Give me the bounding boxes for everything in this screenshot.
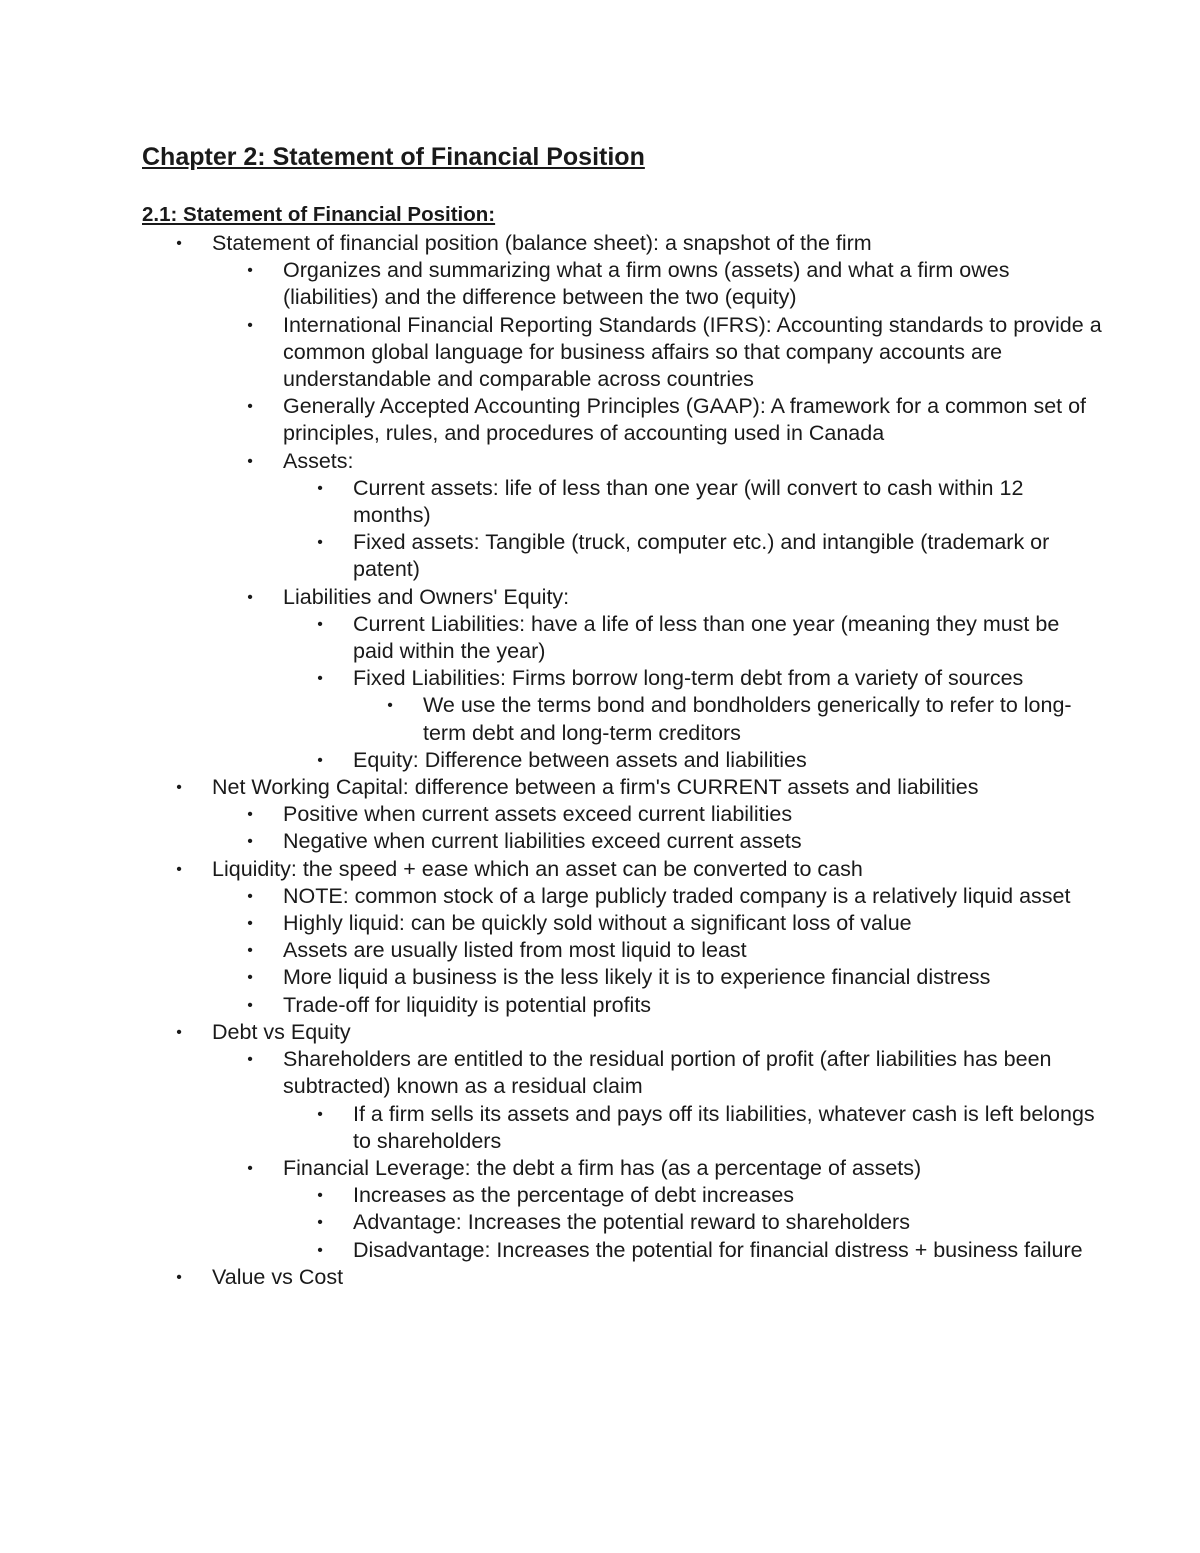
list-item-text: Disadvantage: Increases the potential for financial distress + business failure [353, 1237, 1083, 1262]
list-item-text: Current assets: life of less than one year (will convert to cash within 12 months) [353, 475, 1024, 528]
bullet-icon: • [247, 833, 253, 851]
list-item [142, 856, 1102, 883]
list-item [142, 665, 1102, 692]
list-item-text: Assets are usually listed from most liquid to least [283, 938, 747, 963]
section-heading: 2.1: Statement of Financial Position: [142, 203, 496, 226]
bullet-icon: • [247, 262, 253, 280]
list-item-text: If a firm sells its assets and pays off its liabilities, whatever cash is left belongs to shareholders [353, 1101, 1095, 1153]
list-item-text: Assets: [283, 448, 354, 473]
list-item [142, 1019, 1102, 1046]
list-item-text: Shareholders are entitled to the residual portion of profit (after liabilities has been subtracted) known as a residual claim [283, 1047, 1052, 1099]
list-item-text: Debt vs Equity [212, 1019, 351, 1044]
list-item [142, 692, 1102, 746]
bullet-icon: • [176, 1023, 182, 1041]
bullet-icon: • [247, 588, 253, 606]
bullet-outline [142, 230, 1102, 1291]
list-item [142, 1264, 1102, 1291]
list-item [142, 475, 1102, 529]
list-item [142, 937, 1102, 964]
bullet-icon: • [387, 697, 393, 715]
bullet-icon: • [317, 1241, 323, 1259]
bullet-icon: • [176, 235, 182, 252]
list-item-text: International Financial Reporting Standards (IFRS): Accounting standards to provide a common global language for business affairs so that company accounts are understandable and comparable across countries [283, 312, 1102, 392]
list-item [142, 1182, 1102, 1209]
bullet-icon: • [247, 1051, 253, 1069]
bullet-icon: • [247, 942, 253, 960]
list-item-text: Generally Accepted Accounting Principles (GAAP): A framework for a common set of principles, rules, and procedures of accounting used in Canada [283, 394, 1087, 446]
list-item-text: Positive when current assets exceed current liabilities [283, 802, 793, 827]
bullet-icon: • [317, 479, 323, 497]
list-item [142, 1209, 1102, 1236]
list-item-text: Trade-off for liquidity is potential profits [283, 992, 652, 1017]
list-item-text: Increases as the percentage of debt increases [353, 1183, 795, 1208]
list-item-text: Net Working Capital: difference between a firm's CURRENT assets and liabilities [212, 775, 979, 800]
list-item-text: Fixed assets: Tangible (truck, computer etc.) and intangible (trademark or patent) [353, 530, 1050, 582]
bullet-icon: • [317, 751, 323, 769]
list-item [142, 230, 1102, 257]
list-item [142, 1046, 1102, 1100]
bullet-icon: • [317, 670, 323, 688]
bullet-icon: • [247, 806, 253, 824]
bullet-icon: • [247, 1159, 253, 1177]
bullet-icon: • [317, 534, 323, 552]
list-item-text: Negative when current liabilities exceed current assets [283, 829, 802, 854]
list-item [142, 964, 1102, 991]
bullet-icon: • [176, 779, 182, 797]
bullet-icon: • [247, 316, 253, 334]
document-page [142, 138, 1102, 1291]
list-item-text: Fixed Liabilities: Firms borrow long-term debt from a variety of sources [353, 666, 1024, 691]
list-item [142, 393, 1102, 447]
list-item [142, 611, 1102, 665]
list-item-text: Advantage: Increases the potential reward to shareholders [353, 1210, 910, 1235]
list-item [142, 774, 1102, 801]
list-item [142, 992, 1102, 1019]
bullet-icon: • [317, 1105, 323, 1123]
bullet-icon: • [247, 915, 253, 933]
list-item-text: Statement of financial position (balance sheet): a snapshot of the firm [212, 231, 872, 255]
list-item-text: NOTE: common stock of a large publicly traded company is a relatively liquid asset [283, 883, 1071, 908]
list-item-text: Value vs Cost [212, 1264, 344, 1289]
list-item-text: Liquidity: the speed + ease which an asset can be converted to cash [212, 856, 863, 881]
list-item [142, 1237, 1102, 1264]
list-item [142, 529, 1102, 583]
list-item [142, 883, 1102, 910]
list-item [142, 312, 1102, 394]
bullet-icon: • [317, 1214, 323, 1232]
list-item-text: More liquid a business is the less likely it is to experience financial distress [283, 965, 991, 990]
list-item [142, 747, 1102, 774]
list-item [142, 584, 1102, 611]
list-item [142, 1101, 1102, 1155]
list-item-text: Equity: Difference between assets and liabilities [353, 747, 807, 772]
bullet-icon: • [317, 615, 323, 633]
list-item [142, 910, 1102, 937]
bullet-icon: • [247, 887, 253, 905]
list-item-text: Highly liquid: can be quickly sold without a significant loss of value [283, 911, 912, 936]
bullet-icon: • [176, 1268, 182, 1286]
list-item-text: Financial Leverage: the debt a firm has (as a percentage of assets) [283, 1155, 922, 1180]
list-item [142, 448, 1102, 475]
bullet-icon: • [176, 860, 182, 878]
bullet-icon: • [247, 452, 253, 470]
list-item-text: We use the terms bond and bondholders generically to refer to long-term debt and long-term creditors [423, 693, 1072, 745]
bullet-icon: • [247, 996, 253, 1014]
list-item [142, 801, 1102, 828]
list-item [142, 1155, 1102, 1182]
bullet-icon: • [247, 969, 253, 987]
list-item-text: Liabilities and Owners' Equity: [283, 584, 570, 609]
list-item [142, 828, 1102, 855]
chapter-title: Chapter 2: Statement of Financial Position [142, 143, 645, 171]
list-item-text: Current Liabilities: have a life of less than one year (meaning they must be paid within the year) [353, 611, 1060, 664]
bullet-icon: • [317, 1187, 323, 1205]
list-item-text: Organizes and summarizing what a firm owns (assets) and what a firm owes (liabilities) and the difference between the two (equity) [283, 258, 1010, 310]
list-item [142, 257, 1102, 311]
bullet-icon: • [247, 398, 253, 416]
